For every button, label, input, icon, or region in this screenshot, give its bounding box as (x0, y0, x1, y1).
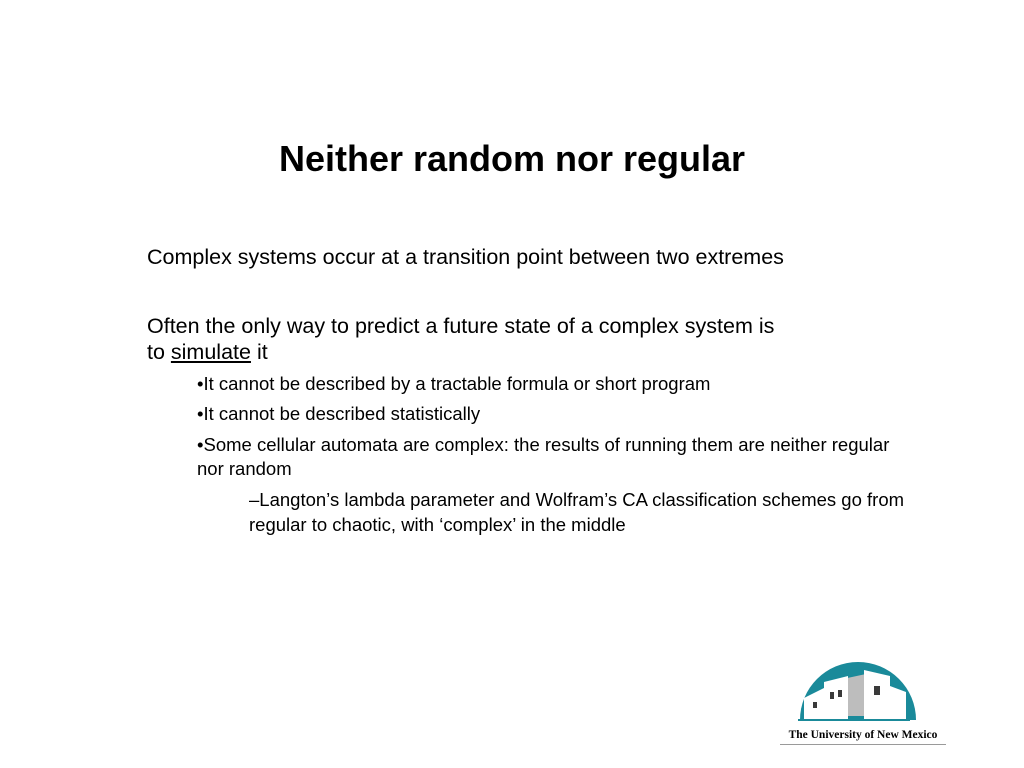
slide-title: Neither random nor regular (278, 138, 746, 179)
bullet-statistics: •It cannot be described statistically (197, 403, 481, 424)
sub-bullet-langton: –Langton’s lambda parameter and Wolfram’s CA classification schemes go from regular to chaotic, with ‘complex’ in the middle (249, 489, 905, 535)
bullet-formula: •It cannot be described by a tractable formula or short program (197, 373, 711, 394)
paragraph-simulate-to: to (147, 340, 171, 364)
bullet-cellular-automata: •Some cellular automata are complex: the results of running them are neither regular nor random (197, 434, 890, 479)
unm-logo-text: The University of New Mexico (788, 729, 938, 741)
unm-logo (778, 648, 948, 752)
logo-divider (780, 744, 946, 745)
paragraph-transition: Complex systems occur at a transition point between two extremes (147, 245, 784, 269)
paragraph-simulate (147, 313, 927, 365)
unm-logo-icon (778, 648, 948, 728)
paragraph-simulate-line1: Often the only way to predict a future state of a complex system is (147, 314, 775, 338)
paragraph-simulate-end: it (250, 340, 268, 364)
simulate-link[interactable]: simulate (170, 340, 251, 364)
